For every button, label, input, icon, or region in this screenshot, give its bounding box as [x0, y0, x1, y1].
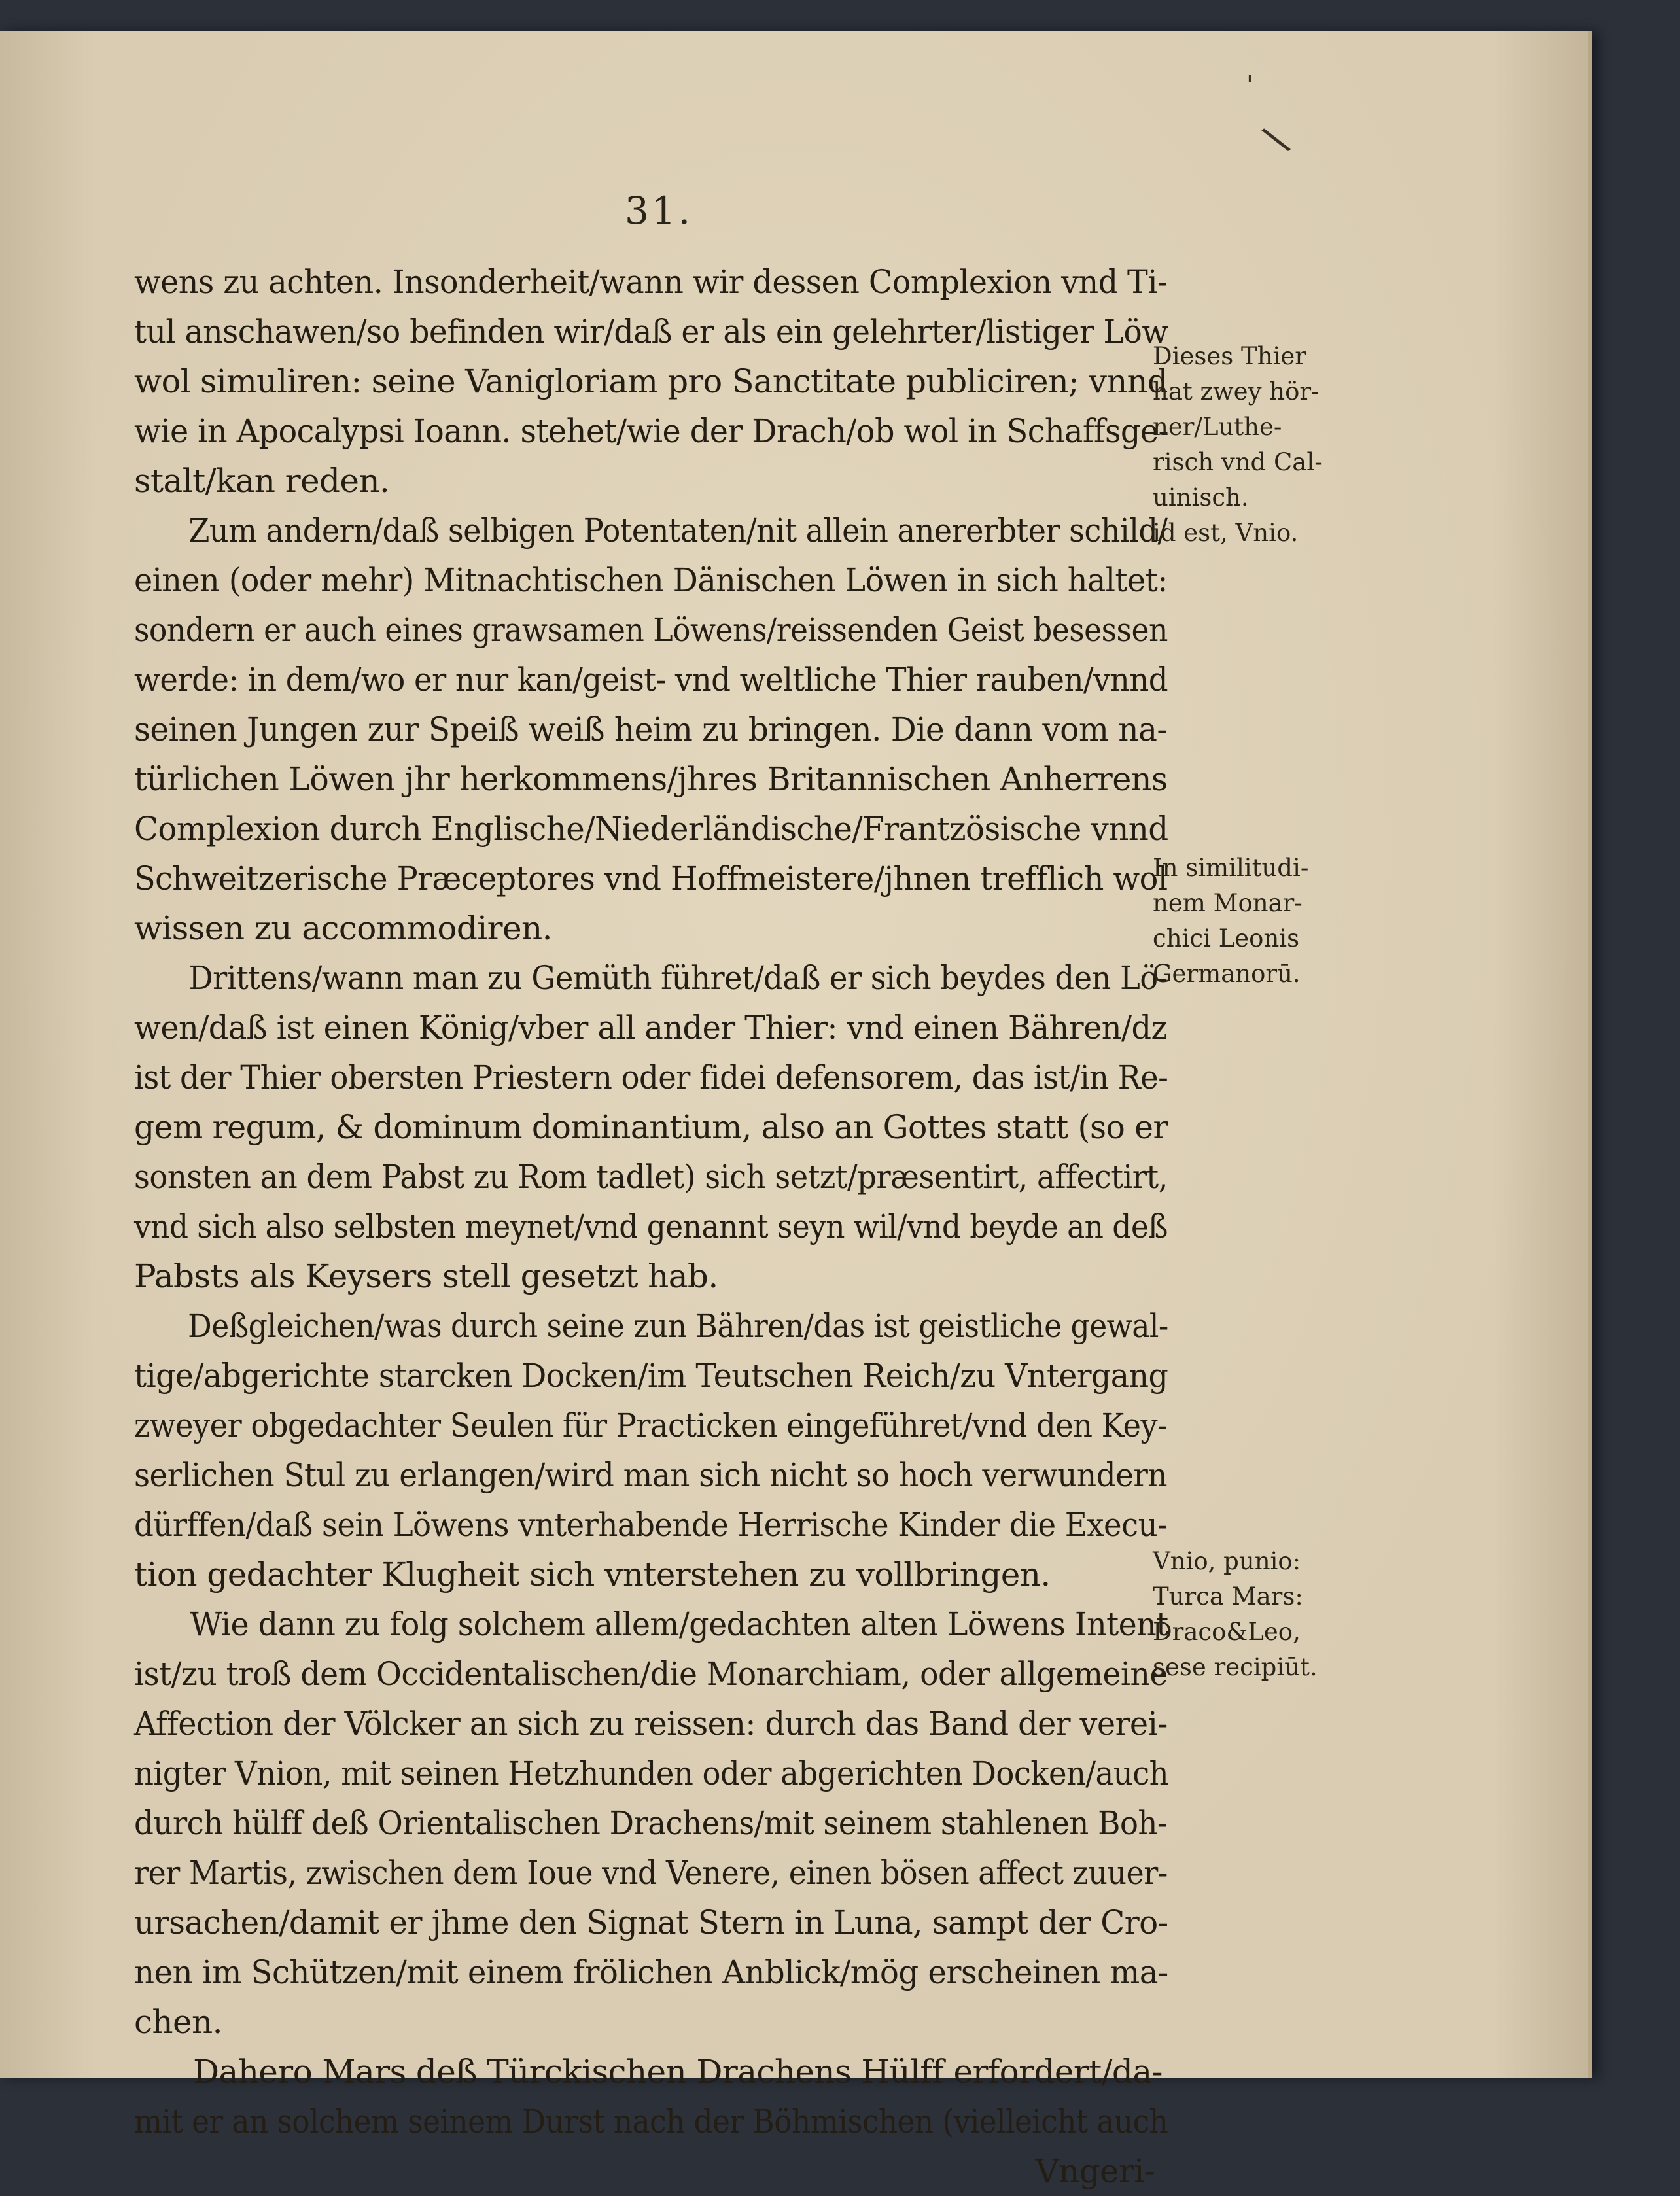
text-line: ist/zu troß dem Occidentalischen/die Monarchiam, oder allgemeine — [134, 1655, 1168, 1693]
text-line: tion gedachter Klugheit sich vnterstehen zu vollbringen. — [134, 1556, 1051, 1594]
text-line: Wie dann zu folg solchem allem/gedachten alten Löwens Intent — [190, 1605, 1168, 1643]
text-line: serlichen Stul zu erlangen/wird man sich nicht so hoch verwundern — [134, 1456, 1167, 1494]
text-line: wen/daß ist einen König/vber all ander Thier: vnd einen Bähren/dz — [134, 1009, 1168, 1047]
text-line: ist der Thier obersten Priestern oder fidei defensorem, das ist/in Re- — [134, 1058, 1168, 1096]
text-line: Pabsts als Keysers stell gesetzt hab. — [134, 1257, 718, 1295]
text-line: einen (oder mehr) Mitnachtischen Dänischen Löwen in sich haltet: — [134, 561, 1168, 599]
margin-note-line: risch vnd Cal- — [1153, 448, 1323, 476]
text-line: Affection der Völcker an sich zu reissen: durch das Band der verei- — [134, 1705, 1168, 1743]
text-line: mit er an solchem seinem Durst nach der Böhmischen (vielleicht auch — [134, 2102, 1168, 2140]
catchword: Vngeri- — [1035, 2152, 1155, 2190]
margin-note-line: Germanorū. — [1153, 960, 1301, 988]
text-line: seinen Jungen zur Speiß weiß heim zu bringen. Die dann vom na- — [134, 710, 1168, 748]
text-line: wens zu achten. Insonderheit/wann wir dessen Complexion vnd Ti- — [134, 263, 1168, 301]
text-line: rer Martis, zwischen dem Ioue vnd Venere, einen bösen affect zuuer- — [134, 1854, 1168, 1892]
text-line: zweyer obgedachter Seulen für Practicken eingeführet/vnd den Key- — [134, 1406, 1168, 1444]
margin-note-1 — [1153, 339, 1323, 551]
margin-note-3 — [1153, 1544, 1323, 1685]
margin-note-line: ner/Luthe- — [1153, 413, 1282, 441]
text-line: Drittens/wann man zu Gemüth führet/daß er sich beydes den Lö- — [188, 959, 1168, 997]
text-line: gem regum, & dominum dominantium, also an Gottes statt (so er — [134, 1108, 1168, 1146]
margin-note-line: Draco&Leo, — [1153, 1618, 1301, 1646]
margin-note-line: Turca Mars: — [1153, 1582, 1303, 1611]
body-text — [134, 257, 1168, 2196]
text-line: ursachen/damit er jhme den Signat Stern in Luna, sampt der Cro- — [134, 1904, 1168, 1942]
margin-note-line: chici Leonis — [1153, 924, 1300, 952]
book-page — [0, 31, 1592, 2190]
text-line: tul anschawen/so befinden wir/daß er als ein gelehrter/listiger Löw — [134, 313, 1168, 351]
page-number: 31. — [625, 188, 693, 233]
text-line: Deßgleichen/was durch seine zun Bähren/das ist geistliche gewal- — [188, 1307, 1168, 1345]
ink-stroke: \ — [1257, 116, 1295, 162]
text-line: stalt/kan reden. — [134, 462, 390, 500]
text-line: vnd sich also selbsten meynet/vnd genannt seyn wil/vnd beyde an deß — [134, 1208, 1168, 1246]
text-line: türlichen Löwen jhr herkommens/jhres Britannischen Anherrens — [134, 760, 1168, 798]
text-line: Complexion durch Englische/Niederländische/Frantzösische vnnd — [134, 810, 1168, 848]
text-line: Dahero Mars deß Türckischen Drachens Hülff erfordert/da- — [193, 2053, 1163, 2091]
margin-note-line: uinisch. — [1153, 483, 1249, 512]
text-line: tige/abgerichte starcken Docken/im Teutschen Reich/zu Vntergang — [134, 1357, 1168, 1395]
margin-note-line: Vnio, punio: — [1153, 1547, 1301, 1575]
text-line: chen. — [134, 2003, 222, 2041]
text-line: durch hülff deß Orientalischen Drachens/mit seinem stahlenen Boh- — [134, 1804, 1168, 1842]
text-line: nigter Vnion, mit seinen Hetzhunden oder abgerichten Docken/auch — [134, 1754, 1169, 1792]
text-line: wie in Apocalypsi Ioann. stehet/wie der Drach/ob wol in Schaffsge- — [134, 412, 1169, 450]
margin-note-line: Dieses Thier — [1153, 342, 1306, 370]
margin-note-line: nem Monar- — [1153, 889, 1303, 917]
margin-note-line: id est, Vnio. — [1153, 519, 1299, 547]
text-line: sonsten an dem Pabst zu Rom tadlet) sich setzt/præsentirt, affectirt, — [134, 1158, 1168, 1196]
text-line: wissen zu accommodiren. — [134, 909, 552, 947]
text-line: nen im Schützen/mit einem frölichen Anblick/mög erscheinen ma- — [134, 1953, 1168, 1991]
ink-mark: ' — [1246, 71, 1253, 101]
text-line: Schweitzerische Præceptores vnd Hoffmeistere/jhnen trefflich wol — [134, 860, 1168, 898]
text-line: wol simuliren: seine Vanigloriam pro Sanctitate publiciren; vnnd — [134, 362, 1168, 400]
text-line: sondern er auch eines grawsamen Löwens/reissenden Geist besessen — [134, 611, 1168, 649]
text-line: Zum andern/daß selbigen Potentaten/nit allein anererbter schild/ — [188, 512, 1168, 549]
margin-note-2 — [1153, 850, 1323, 992]
margin-note-line: sese recipiūt. — [1153, 1653, 1318, 1681]
text-line: dürffen/daß sein Löwens vnterhabende Herrische Kinder die Execu- — [134, 1506, 1168, 1544]
margin-note-line: In similitudi- — [1153, 854, 1309, 882]
text-line: werde: in dem/wo er nur kan/geist- vnd weltliche Thier rauben/vnnd — [134, 661, 1168, 699]
margin-note-line: hat zwey hör- — [1153, 377, 1320, 406]
